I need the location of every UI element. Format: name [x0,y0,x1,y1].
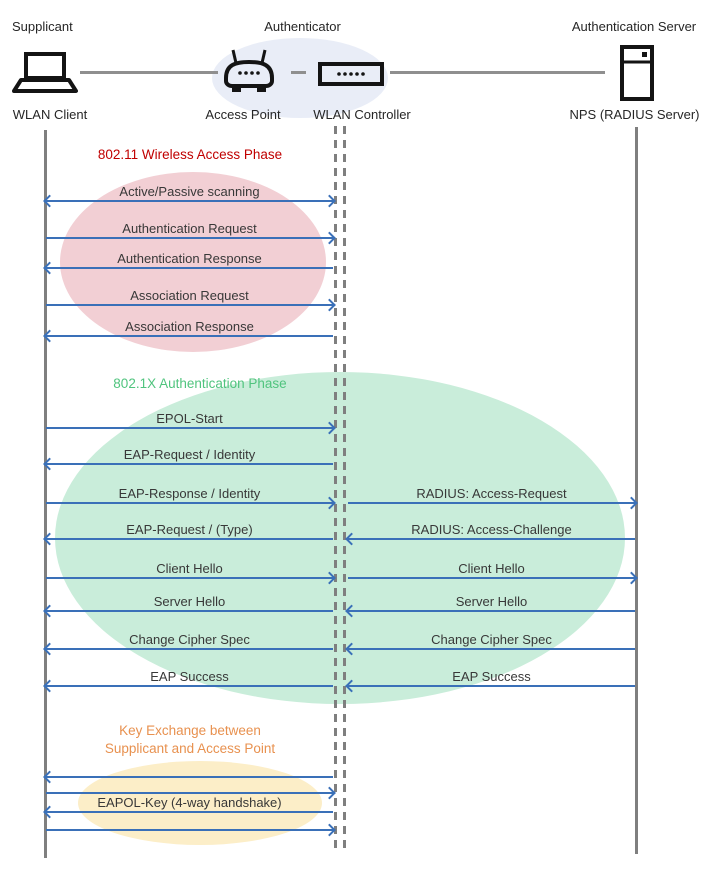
message-active-passive-scanning [46,180,333,206]
connector-ap-controller [291,71,306,74]
message-eap-request-identity [46,443,333,469]
message-eap-response-identity [46,482,333,508]
lifeline-authentication-server [635,127,638,854]
message-label: Server Hello [455,594,528,609]
message-label: Authentication Request [122,221,257,236]
connector-controller-server [390,71,605,74]
message-label: Client Hello [458,561,525,576]
actor-label-wlan-client: WLAN Client [12,107,88,122]
message-label: RADIUS: Access-Request [416,486,567,501]
message-label: EAP Success [150,669,229,684]
connector-client-ap [80,71,218,74]
message-epol-start [46,407,333,433]
message-label: Association Response [125,319,254,334]
message-arrow [46,502,333,504]
message-arrow [46,200,333,202]
message-server-hello-right [348,590,635,616]
phase-title-key-exchange-line1: Key Exchange between [119,723,261,738]
message-arrow [348,610,635,612]
actor-label-access-point: Access Point [205,107,281,122]
message-association-response [46,315,333,341]
message-client-hello-left [46,557,333,583]
message-label: EAP-Request / (Type) [126,522,253,537]
message-radius-access-request [348,482,635,508]
message-arrow [46,538,333,540]
server-icon [619,44,655,102]
message-change-cipher-spec-left [46,628,333,654]
message-arrow [348,502,635,504]
message-label: EPOL-Start [156,411,223,426]
message-eap-request-type [46,518,333,544]
message-label: EAP-Request / Identity [123,447,256,462]
phase-title-80211: 802.11 Wireless Access Phase [97,147,283,162]
message-label: Client Hello [156,561,223,576]
message-arrow [46,335,333,337]
message-label: Change Cipher Spec [129,632,250,647]
phase-title-key-exchange [75,722,305,758]
message-arrow [46,610,333,612]
wlan-controller-icon [318,62,384,86]
role-label-authenticator: Authenticator [264,19,341,34]
message-arrow [348,648,635,650]
message-server-hello-left [46,590,333,616]
message-label: Active/Passive scanning [119,184,260,199]
message-label: Authentication Response [117,251,262,266]
message-label: EAP-Response / Identity [118,486,261,501]
message-arrow [348,538,635,540]
access-point-icon [220,47,278,93]
role-label-authentication-server: Authentication Server [571,19,697,34]
message-client-hello-right [348,557,635,583]
message-authentication-response [46,247,333,273]
message-eap-success-left [46,665,333,691]
message-arrow [46,648,333,650]
message-radius-access-challenge [348,518,635,544]
message-arrow [46,577,333,579]
message-arrow [46,427,333,429]
message-label: EAPOL-Key (4-way handshake) [97,795,282,810]
actor-label-nps-radius-server: NPS (RADIUS Server) [569,107,700,122]
message-arrow [46,267,333,269]
message-label: EAP Success [452,669,531,684]
role-label-supplicant: Supplicant [12,19,73,34]
phase-title-8021x: 802.1X Authentication Phase [113,376,287,391]
message-eapol-key-4 [46,809,333,835]
laptop-icon [12,52,78,94]
message-label: Server Hello [153,594,226,609]
message-arrow [348,685,635,687]
message-arrow [46,463,333,465]
message-arrow [46,829,333,831]
message-arrow [46,237,333,239]
message-change-cipher-spec-right [348,628,635,654]
lifeline-authenticator-left [334,126,337,852]
phase-title-key-exchange-line2: Supplicant and Access Point [104,741,276,756]
message-authentication-request [46,217,333,243]
message-label: Association Request [130,288,249,303]
message-eap-success-right [348,665,635,691]
message-arrow [46,304,333,306]
actor-label-wlan-controller: WLAN Controller [313,107,411,122]
message-label: RADIUS: Access-Challenge [411,522,572,537]
message-arrow [46,685,333,687]
message-association-request [46,284,333,310]
lifeline-authenticator-right [343,126,346,852]
message-arrow [348,577,635,579]
message-label: Change Cipher Spec [431,632,552,647]
